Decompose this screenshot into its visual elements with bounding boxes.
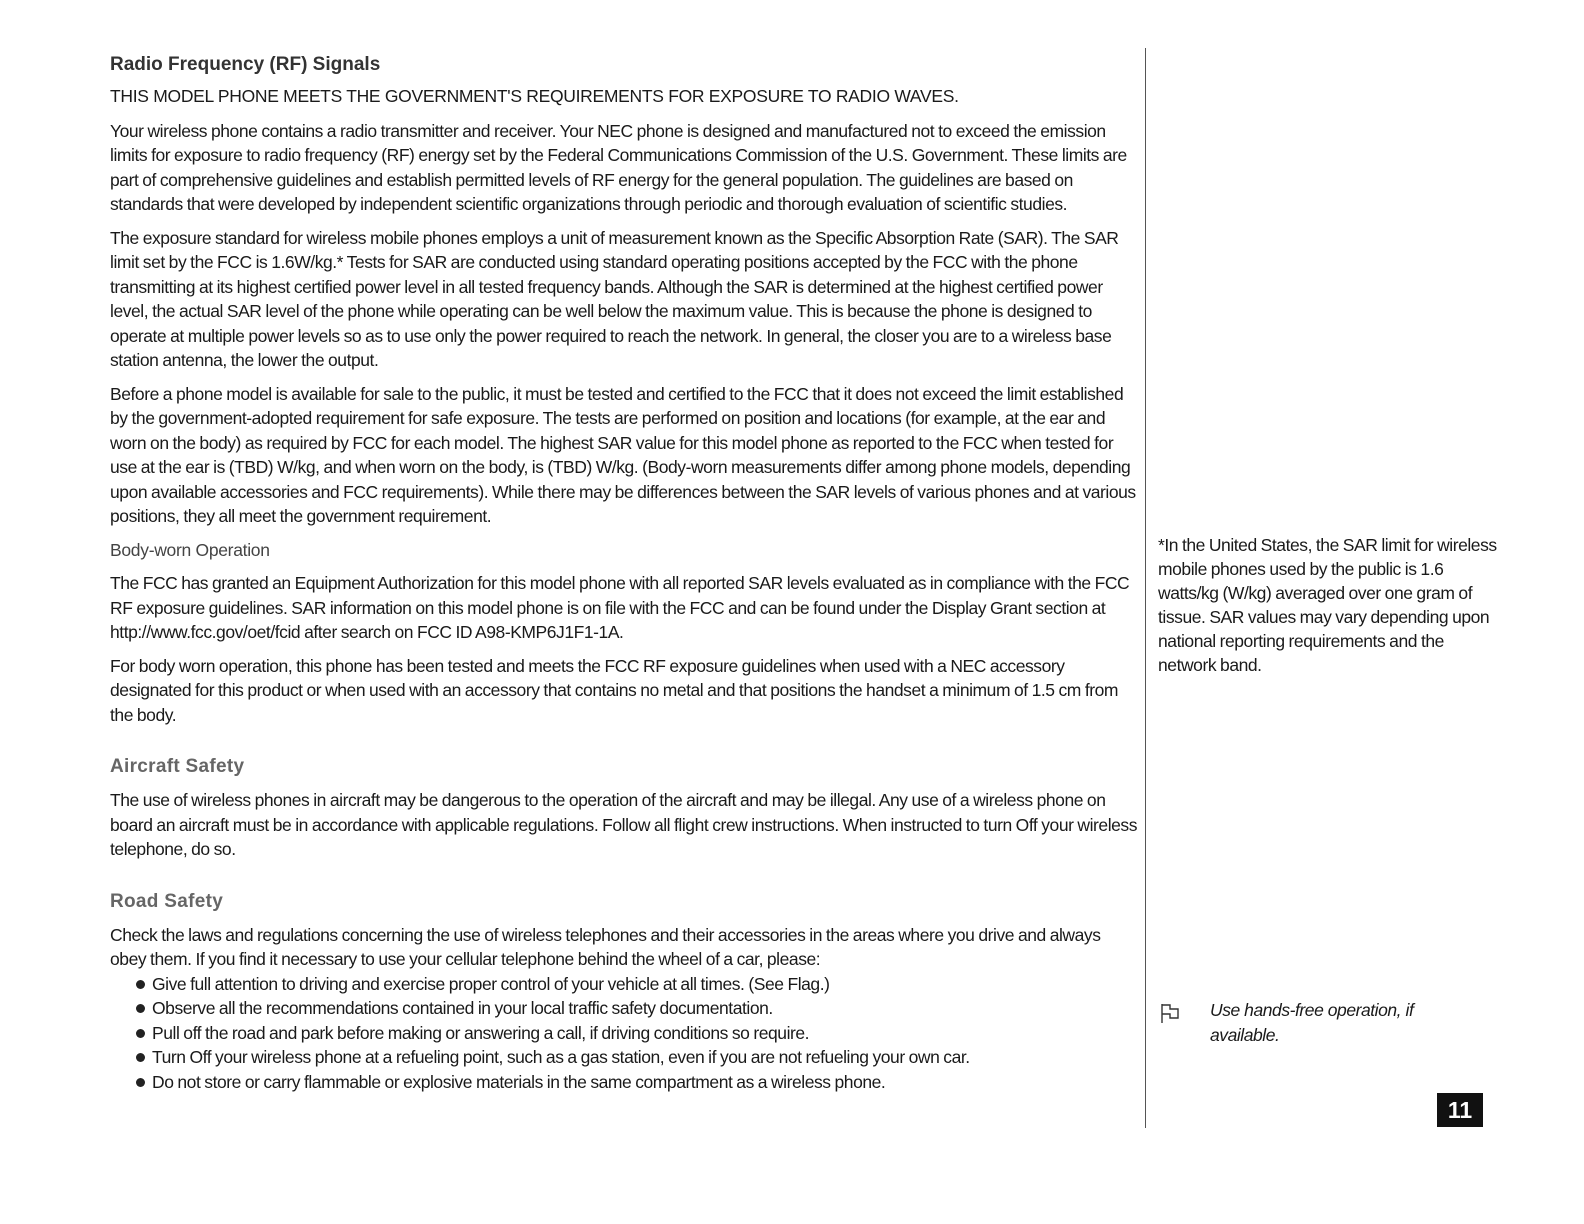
page-number: 11 bbox=[1437, 1093, 1483, 1127]
list-item: Turn Off your wireless phone at a refueling point, such as a gas station, even if you are not refueling your own car. bbox=[136, 1045, 1140, 1070]
aircraft-paragraph: The use of wireless phones in aircraft may be dangerous to the operation of the aircraft and may be illegal. Any use of a wireless phone on board an aircraft must be in accordance with applicable regulations. Follow all flight crew instructions. When instructed to turn Off your wireless telephone, do so. bbox=[110, 790, 1138, 859]
list-item: Give full attention to driving and exercise proper control of your vehicle at all times. (See Flag.) bbox=[136, 972, 1140, 997]
list-item: Observe all the recommendations contained in your local traffic safety documentation. bbox=[136, 996, 1140, 1021]
flag-icon bbox=[1158, 1001, 1182, 1025]
main-column bbox=[110, 52, 1140, 1094]
flag-note-text: Use hands-free operation, if available. bbox=[1210, 1000, 1414, 1045]
rf-paragraph-4: The FCC has granted an Equipment Authorization for this model phone with all reported SAR levels evaluated as in compliance with the FCC RF exposure guidelines. SAR information on this model phone is on file with the FCC and can be found under the Display Grant section at http://www.fcc.gov/oet/fcid after search on FCC ID A98-KMP6J1F1-1A. bbox=[110, 573, 1130, 642]
aircraft-safety-heading: Aircraft Safety bbox=[110, 756, 245, 777]
rf-compliance-statement: THIS MODEL PHONE MEETS THE GOVERNMENT'S REQUIREMENTS FOR EXPOSURE TO RADIO WAVES. bbox=[110, 86, 959, 106]
rf-paragraph-5: For body worn operation, this phone has been tested and meets the FCC RF exposure guidelines when used with a NEC accessory designated for this product or when used with an accessory that contains no metal and that positions the handset a minimum of 1.5 cm from the body. bbox=[110, 655, 1119, 725]
list-item: Do not store or carry flammable or explosive materials in the same compartment as a wireless phone. bbox=[136, 1070, 1140, 1095]
rf-paragraph-2: The exposure standard for wireless mobile phones employs a unit of measurement known as the Specific Absorption Rate (SAR). The SAR limit set by the FCC is 1.6W/kg.* Tests for SAR are conducted using standard operating positions accepted by the FCC with the phone transmitting at its highest certified power level in all tested frequency bands. Although the SAR is determined at the highest certified power level, the actual SAR level of the phone while operating can be well below the maximum value. This is because the phone is designed to operate at multiple power levels so as to use only the power required to reach the network. In general, the closer you are to a wireless base station antenna, the lower the output. bbox=[110, 227, 1119, 370]
road-paragraph: Check the laws and regulations concerning the use of wireless telephones and their accessories in the areas where you drive and always obey them. If you find it necessary to use your cellular telephone behind the wheel of a car, please: bbox=[110, 924, 1101, 969]
rf-paragraph-3: Before a phone model is available for sale to the public, it must be tested and certified to the FCC that it does not exceed the limit established by the government-adopted requirement for safe exposure. The tests are performed on position and locations (for example, at the ear and worn on the body) as required by FCC for each model. The highest SAR value for this model phone as reported to the FCC when tested for use at the ear is (TBD) W/kg, and when worn on the body, is (TBD) W/kg. (Body-worn measurements differ among phone models, depending upon available accessories and FCC requirements). While there may be differences between the SAR levels of various phones and at various positions, they all meet the government requirement. bbox=[110, 383, 1136, 526]
body-worn-subheading: Body-worn Operation bbox=[110, 539, 270, 560]
column-divider bbox=[1145, 48, 1146, 1128]
road-safety-heading: Road Safety bbox=[110, 890, 224, 912]
rf-paragraph-1: Your wireless phone contains a radio transmitter and receiver. Your NEC phone is designed and manufactured not to exceed the emission limits for exposure to radio frequency (RF) energy set by the Federal Communications Commission of the U.S. Government. These limits are part of comprehensive guidelines and establish permitted levels of RF energy for the general population. The guidelines are based on standards that were developed by independent scientific organizations through periodic and thorough evaluation of scientific studies. bbox=[110, 120, 1127, 214]
rf-signals-heading: Radio Frequency (RF) Signals bbox=[110, 54, 381, 75]
list-item: Pull off the road and park before making or answering a call, if driving conditions so require. bbox=[136, 1021, 1140, 1046]
sar-footnote: *In the United States, the SAR limit for wireless mobile phones used by the public is 1.6 watts/kg (W/kg) averaged over one gram of tissue. SAR values may vary depending upon national reporting requirements and the network band. bbox=[1158, 535, 1497, 675]
road-safety-list bbox=[110, 972, 1140, 1095]
